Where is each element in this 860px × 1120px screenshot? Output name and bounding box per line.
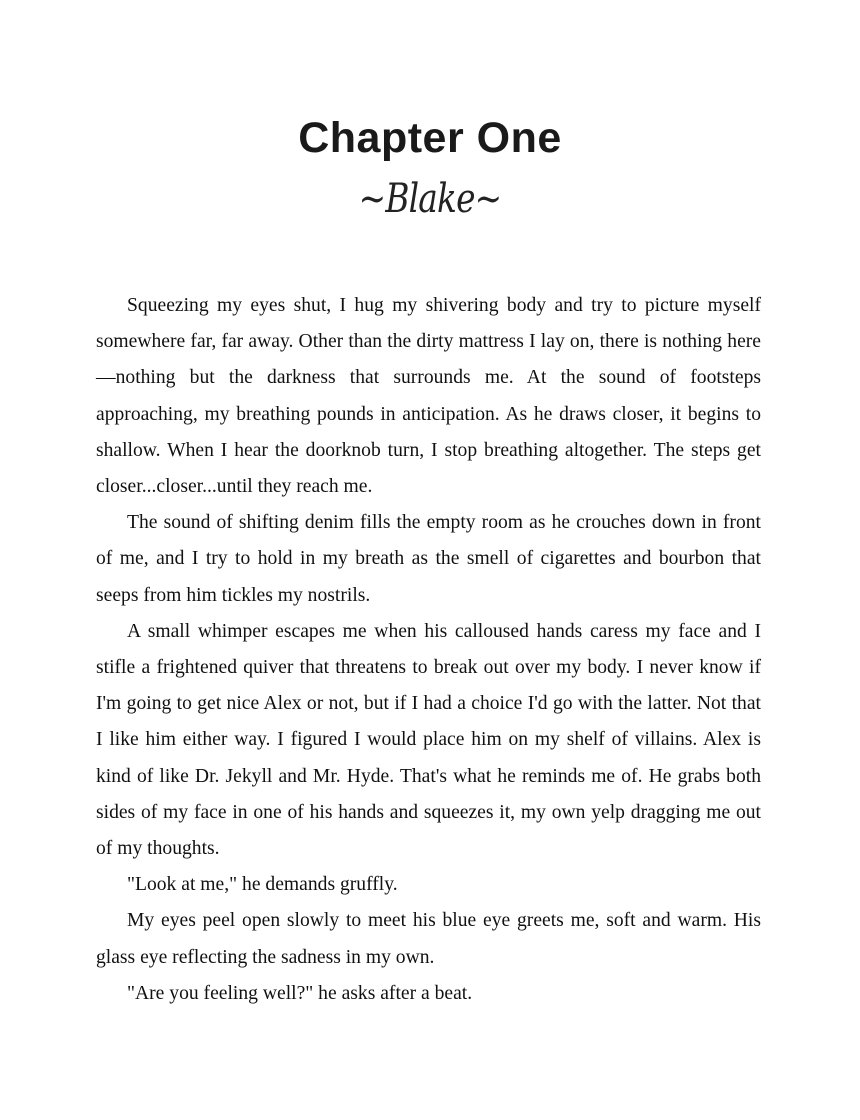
paragraph: Squeezing my eyes shut, I hug my shivering body and try to picture myself somewhere far, far away. Other than the dirty mattress I lay on, there is nothing here—nothing but the darkness that surrounds me. At the sound of footsteps approaching, my breathing pounds in anticipation. As he draws closer, it begins to shallow. When I hear the doorknob turn, I stop breathing altogether. The steps get closer...closer...until they reach me. xyxy=(96,295,761,498)
chapter-title: Chapter One xyxy=(298,114,562,162)
paragraph: The sound of shifting denim fills the empty room as he crouches down in front of me, and I try to hold in my breath as the smell of cigarettes and bourbon that seeps from him tickles my nostrils. xyxy=(96,512,761,606)
chapter-body xyxy=(96,288,761,1012)
pov-character-name: ~Blake~ xyxy=(358,176,502,222)
paragraph: My eyes peel open slowly to meet his blue eye greets me, soft and warm. His glass eye reflecting the sadness in my own. xyxy=(96,910,761,968)
paragraph: A small whimper escapes me when his calloused hands caress my face and I stifle a frightened quiver that threatens to break out over my body. I never know if I'm going to get nice Alex or not, but if I had a choice I'd go with the latter. Not that I like him either way. I figured I would place him on my shelf of villains. Alex is kind of like Dr. Jekyll and Mr. Hyde. That's what he reminds me of. He grabs both sides of my face in one of his hands and squeezes it, my own yelp dragging me out of my thoughts. xyxy=(96,620,761,860)
paragraph: "Look at me," he demands gruffly. xyxy=(127,874,398,896)
paragraph: "Are you feeling well?" he asks after a beat. xyxy=(127,982,473,1004)
